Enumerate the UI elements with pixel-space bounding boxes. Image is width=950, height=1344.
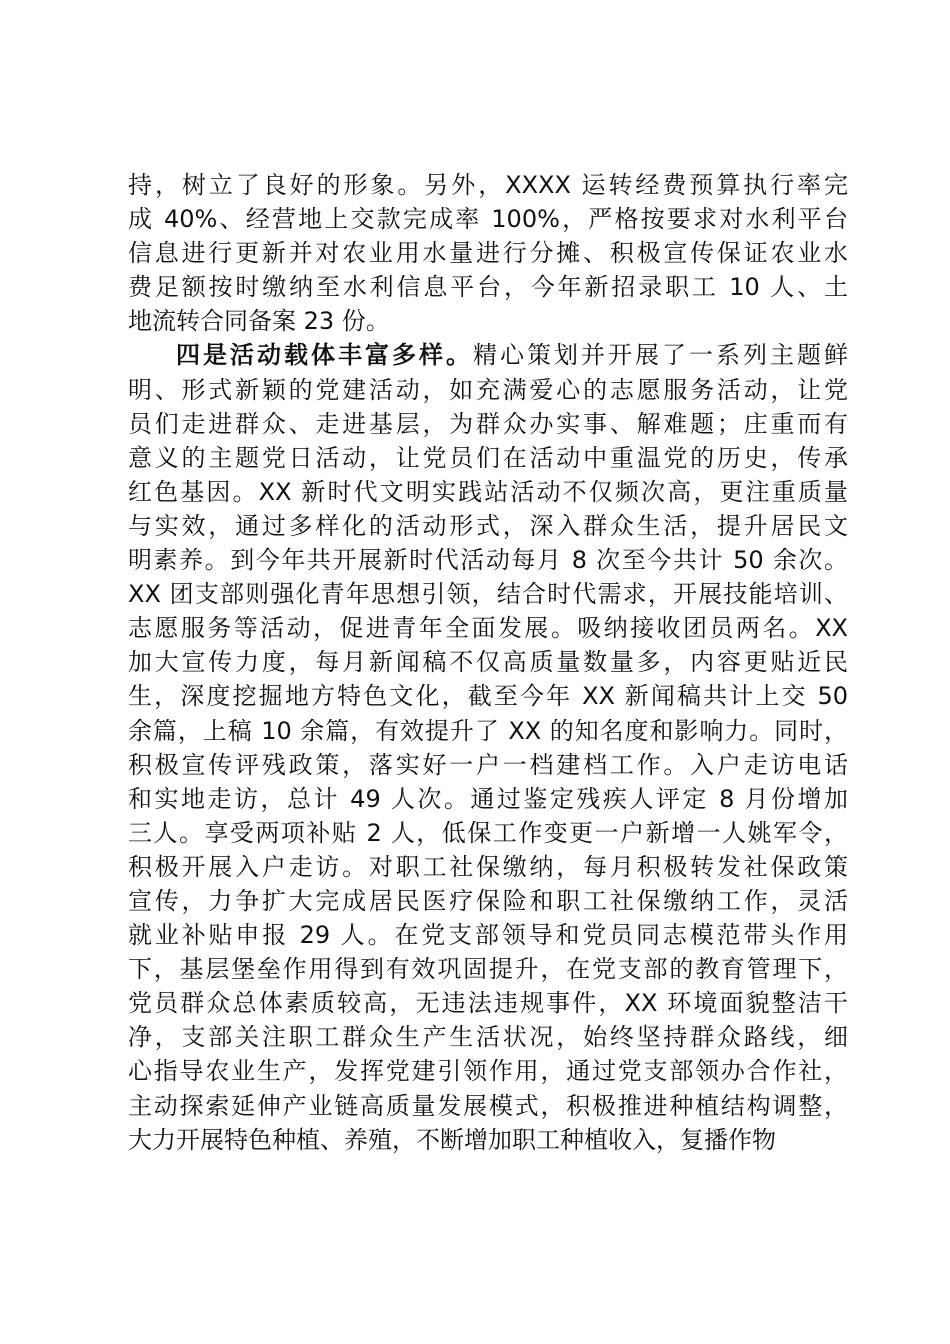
text-line: 与实效，通过多样化的活动形式，深入群众生活，提升居民文 xyxy=(128,511,848,540)
paragraph-heading: 四是活动载体丰富多样。 xyxy=(176,341,473,370)
text-line: 员们走进群众、走进基层，为群众办实事、解难题；庄重而有 xyxy=(128,409,848,438)
text-line: 和实地走访，总计 49 人次。通过鉴定残疾人评定 8 月份增加 xyxy=(128,784,848,813)
text-run: 精心策划并开展了一系列主题鲜 xyxy=(473,341,848,370)
text-line: 费足额按时缴纳至水利信息平台，今年新招录职工 10 人、土 xyxy=(128,273,848,302)
text-line: 积极宣传评残政策，落实好一户一档建档工作。入户走访电话 xyxy=(128,750,848,779)
text-line: 余篇，上稿 10 余篇，有效提升了 XX 的知名度和影响力。同时， xyxy=(128,716,848,745)
text-line: 净，支部关注职工群众生产生活状况，始终坚持群众路线，细 xyxy=(128,1023,848,1052)
text-line: 就业补贴申报 29 人。在党支部领导和党员同志模范带头作用 xyxy=(128,921,848,950)
text-line: 持，树立了良好的形象。另外，XXXX 运转经费预算执行率完 xyxy=(128,171,848,199)
text-line: 生，深度挖掘地方特色文化，截至今年 XX 新闻稿共计上交 50 xyxy=(128,682,848,711)
text-line: 志愿服务等活动，促进青年全面发展。吸纳接收团员两名。XX xyxy=(128,614,848,643)
paragraph-2-first-line xyxy=(128,338,848,372)
text-line: 宣传，力争扩大完成居民医疗保险和职工社保缴纳工作，灵活 xyxy=(128,886,848,915)
paragraph-2 xyxy=(128,338,848,1156)
text-line: 信息进行更新并对农业用水量进行分摊、积极宣传保证农业水 xyxy=(128,239,848,268)
text-line: 明素养。到今年共开展新时代活动每月 8 次至今共计 50 余次。 xyxy=(128,546,848,575)
paragraph-1 xyxy=(128,168,848,338)
text-line: 下，基层堡垒作用得到有效巩固提升，在党支部的教育管理下， xyxy=(128,955,848,984)
text-line: 心指导农业生产，发挥党建引领作用，通过党支部领办合作社， xyxy=(128,1057,848,1086)
text-line: XX 团支部则强化青年思想引领，结合时代需求，开展技能培训、 xyxy=(128,580,848,609)
text-line: 积极开展入户走访。对职工社保缴纳，每月积极转发社保政策 xyxy=(128,852,848,881)
text-line: 三人。享受两项补贴 2 人，低保工作变更一户新增一人姚军令， xyxy=(128,818,848,847)
text-line: 大力开展特色种植、养殖，不断增加职工种植收入，复播作物 xyxy=(128,1125,776,1154)
text-line: 加大宣传力度，每月新闻稿不仅高质量数量多，内容更贴近民 xyxy=(128,648,848,677)
text-line: 党员群众总体素质较高，无违法违规事件，XX 环境面貌整洁干 xyxy=(128,989,848,1018)
text-line: 地流转合同备案 23 份。 xyxy=(128,307,390,336)
text-line: 明、形式新颖的党建活动，如充满爱心的志愿服务活动，让党 xyxy=(128,375,848,404)
text-line: 成 40%、经营地上交款完成率 100%，严格按要求对水利平台 xyxy=(128,205,848,234)
text-line: 主动探索延伸产业链高质量发展模式，积极推进种植结构调整， xyxy=(128,1091,848,1120)
text-line: 红色基因。XX 新时代文明实践站活动不仅频次高，更注重质量 xyxy=(128,477,848,506)
text-line: 意义的主题党日活动，让党员们在活动中重温党的历史，传承 xyxy=(128,443,848,472)
document-page xyxy=(128,168,848,1157)
